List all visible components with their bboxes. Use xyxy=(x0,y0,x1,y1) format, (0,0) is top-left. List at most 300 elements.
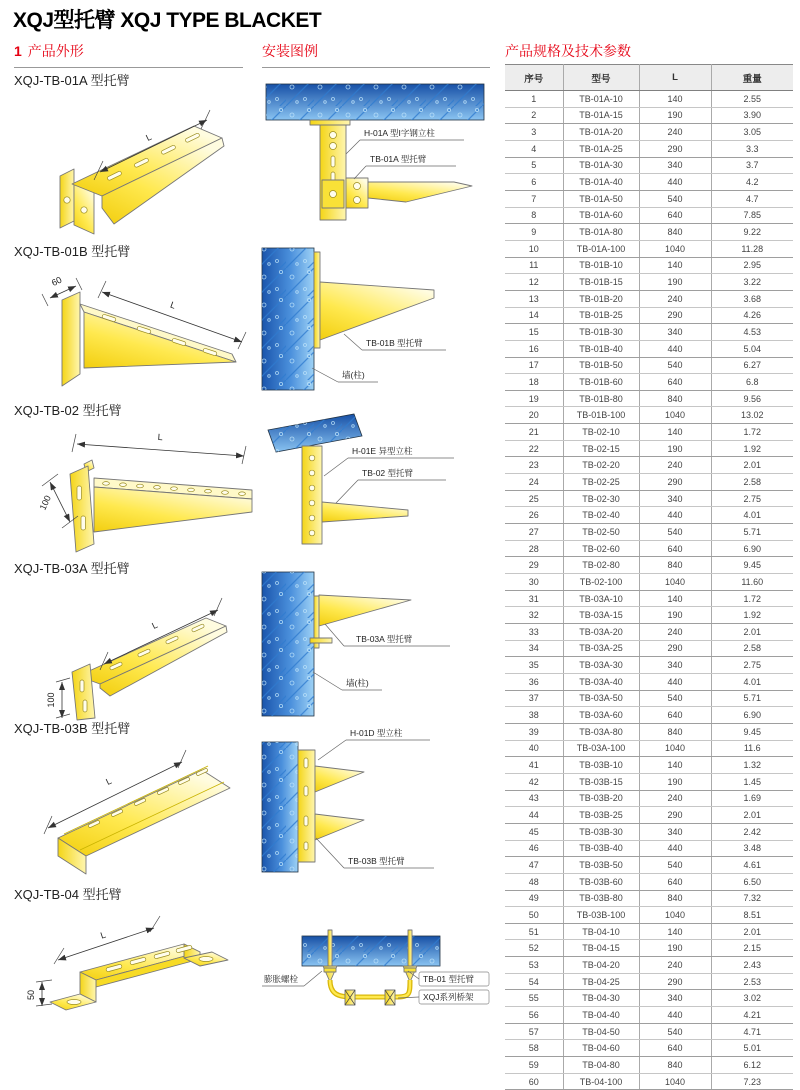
table-cell: 33 xyxy=(505,624,563,641)
table-cell: TB-03A-40 xyxy=(563,673,639,690)
table-row xyxy=(505,207,793,224)
table-cell: 17 xyxy=(505,357,563,374)
table-cell: 3.48 xyxy=(711,840,793,857)
table-cell: 1.32 xyxy=(711,757,793,774)
table-cell: 1.72 xyxy=(711,590,793,607)
table-row xyxy=(505,1073,793,1090)
col-header-index: 序号 xyxy=(505,65,563,91)
dimension-100 xyxy=(46,678,70,718)
table-cell: 8.51 xyxy=(711,907,793,924)
table-row xyxy=(505,1040,793,1057)
table-cell: 38 xyxy=(505,707,563,724)
table-row xyxy=(505,957,793,974)
table-cell: 290 xyxy=(639,807,711,824)
table-cell: TB-02-60 xyxy=(563,540,639,557)
table-cell: 4.21 xyxy=(711,1007,793,1024)
callout-text: TB-03A 型托臂 xyxy=(356,634,413,644)
table-cell: 3.02 xyxy=(711,990,793,1007)
table-cell: TB-03B-10 xyxy=(563,757,639,774)
table-cell: 6.90 xyxy=(711,707,793,724)
table-cell: 22 xyxy=(505,440,563,457)
product-heading-tb-03a: XQJ-TB-03A 型托臂 xyxy=(14,561,130,576)
table-cell: TB-01B-50 xyxy=(563,357,639,374)
table-cell: 9.22 xyxy=(711,224,793,241)
table-row xyxy=(505,1007,793,1024)
section-header-products xyxy=(14,41,243,68)
table-cell: 9.45 xyxy=(711,723,793,740)
install-diagram-tb-03a xyxy=(258,562,490,720)
table-cell: TB-01A-30 xyxy=(563,157,639,174)
table-cell: 840 xyxy=(639,890,711,907)
table-cell: TB-03B-30 xyxy=(563,823,639,840)
table-row xyxy=(505,707,793,724)
table-cell: 1040 xyxy=(639,240,711,257)
steel-column xyxy=(302,446,322,544)
ceiling-slab xyxy=(302,936,440,966)
table-cell: 13 xyxy=(505,290,563,307)
table-row xyxy=(505,424,793,441)
table-cell: 290 xyxy=(639,640,711,657)
table-cell: 10 xyxy=(505,240,563,257)
table-row xyxy=(505,307,793,324)
table-cell: 12 xyxy=(505,274,563,291)
table-row xyxy=(505,507,793,524)
table-cell: 840 xyxy=(639,390,711,407)
table-cell: 240 xyxy=(639,124,711,141)
bracket-arm xyxy=(322,502,408,522)
table-row xyxy=(505,624,793,641)
table-cell: 290 xyxy=(639,307,711,324)
cable-tray-bracket xyxy=(330,980,410,1005)
bracket-arm-upper xyxy=(315,766,364,792)
table-cell: 7.23 xyxy=(711,1073,793,1090)
table-cell: TB-01B-60 xyxy=(563,374,639,391)
table-row xyxy=(505,1057,793,1074)
table-row xyxy=(505,490,793,507)
callout-tray-label xyxy=(398,990,489,1004)
table-row xyxy=(505,457,793,474)
table-cell: 840 xyxy=(639,557,711,574)
table-cell: 2.01 xyxy=(711,923,793,940)
table-cell: 46 xyxy=(505,840,563,857)
callout-arm-label xyxy=(336,468,446,503)
table-cell: 9.56 xyxy=(711,390,793,407)
table-cell: 54 xyxy=(505,973,563,990)
table-row xyxy=(505,174,793,191)
table-cell: 140 xyxy=(639,424,711,441)
table-cell: TB-03A-15 xyxy=(563,607,639,624)
table-row xyxy=(505,474,793,491)
table-cell: 30 xyxy=(505,574,563,591)
table-cell: 60 xyxy=(505,1073,563,1090)
table-cell: 27 xyxy=(505,524,563,541)
table-cell: 36 xyxy=(505,673,563,690)
table-cell: 15 xyxy=(505,324,563,341)
table-cell: TB-03A-50 xyxy=(563,690,639,707)
table-cell: 640 xyxy=(639,873,711,890)
table-cell: 44 xyxy=(505,807,563,824)
table-cell: 52 xyxy=(505,940,563,957)
table-cell: 240 xyxy=(639,790,711,807)
table-row xyxy=(505,390,793,407)
table-cell: 1040 xyxy=(639,740,711,757)
callout-text: H-01A 型I字钢立柱 xyxy=(364,128,435,138)
callout-text: TB-01B 型托臂 xyxy=(366,338,423,348)
table-cell: TB-03B-80 xyxy=(563,890,639,907)
table-cell: 540 xyxy=(639,690,711,707)
table-cell: TB-03B-100 xyxy=(563,907,639,924)
dim-label-60: 60 xyxy=(49,274,64,289)
table-cell: 640 xyxy=(639,707,711,724)
table-cell: 19 xyxy=(505,390,563,407)
product-heading-tb-02: XQJ-TB-02 型托臂 xyxy=(14,403,122,418)
table-cell: 40 xyxy=(505,740,563,757)
table-cell: TB-03A-20 xyxy=(563,624,639,641)
table-cell: 56 xyxy=(505,1007,563,1024)
table-row xyxy=(505,157,793,174)
dim-label-50: 50 xyxy=(26,989,36,1001)
callout-text: H-01D 型立柱 xyxy=(350,728,403,738)
dim-label-l: L xyxy=(168,299,178,311)
table-cell: TB-01A-10 xyxy=(563,91,639,108)
table-row xyxy=(505,790,793,807)
table-cell: 7.32 xyxy=(711,890,793,907)
table-cell: TB-04-100 xyxy=(563,1073,639,1090)
table-cell: 340 xyxy=(639,823,711,840)
table-row xyxy=(505,540,793,557)
table-cell: 1.92 xyxy=(711,440,793,457)
table-cell: 3.90 xyxy=(711,107,793,124)
table-cell: 9 xyxy=(505,224,563,241)
table-row xyxy=(505,440,793,457)
table-row xyxy=(505,690,793,707)
callout-arm-label xyxy=(408,971,489,986)
table-cell: 5.01 xyxy=(711,1040,793,1057)
table-row xyxy=(505,857,793,874)
table-cell: 440 xyxy=(639,1007,711,1024)
table-cell: TB-01B-100 xyxy=(563,407,639,424)
table-cell: TB-02-80 xyxy=(563,557,639,574)
product-drawing-tb-02 xyxy=(14,414,260,556)
table-cell: 2.58 xyxy=(711,474,793,491)
table-cell: 140 xyxy=(639,257,711,274)
table-cell: TB-02-40 xyxy=(563,507,639,524)
table-cell: TB-03B-25 xyxy=(563,807,639,824)
dim-label-l: L xyxy=(104,775,114,787)
table-cell: 640 xyxy=(639,540,711,557)
table-cell: 1040 xyxy=(639,407,711,424)
table-cell: 43 xyxy=(505,790,563,807)
callout-text: TB-03B 型托臂 xyxy=(348,856,405,866)
table-cell: 640 xyxy=(639,207,711,224)
table-cell: 6.27 xyxy=(711,357,793,374)
table-cell: 640 xyxy=(639,1040,711,1057)
table-cell: 49 xyxy=(505,890,563,907)
product-drawing-tb-01a xyxy=(14,88,254,238)
callout-arm-label xyxy=(344,334,446,350)
dim-label-l: L xyxy=(157,431,164,443)
table-cell: 4 xyxy=(505,140,563,157)
table-cell: 4.61 xyxy=(711,857,793,874)
table-cell: 190 xyxy=(639,940,711,957)
table-cell: 18 xyxy=(505,374,563,391)
table-cell: 45 xyxy=(505,823,563,840)
table-cell: 20 xyxy=(505,407,563,424)
table-row xyxy=(505,640,793,657)
table-row xyxy=(505,340,793,357)
table-cell: 440 xyxy=(639,673,711,690)
table-row xyxy=(505,374,793,391)
table-cell: 190 xyxy=(639,773,711,790)
product-heading-tb-01b: XQJ-TB-01B 型托臂 xyxy=(14,244,131,259)
table-cell: 3.22 xyxy=(711,274,793,291)
table-row xyxy=(505,907,793,924)
install-diagram-tb-01b xyxy=(258,240,490,398)
table-cell: TB-02-100 xyxy=(563,574,639,591)
table-row xyxy=(505,673,793,690)
col-header-weight: 重量 xyxy=(711,65,793,91)
callout-text: 膨胀螺栓 xyxy=(264,974,299,984)
table-cell: TB-03B-50 xyxy=(563,857,639,874)
table-cell: 4.2 xyxy=(711,174,793,191)
table-cell: 840 xyxy=(639,224,711,241)
table-cell: 1.69 xyxy=(711,790,793,807)
table-cell: TB-03B-60 xyxy=(563,873,639,890)
product-drawing-tb-04 xyxy=(14,898,260,1028)
table-cell: 41 xyxy=(505,757,563,774)
spec-table-grid xyxy=(505,64,793,1090)
install-diagram-tb-02 xyxy=(258,402,490,560)
table-cell: 340 xyxy=(639,324,711,341)
table-row xyxy=(505,723,793,740)
bracket-arm xyxy=(78,618,227,696)
table-cell: 31 xyxy=(505,590,563,607)
spec-table xyxy=(505,64,793,1090)
table-cell: 58 xyxy=(505,1040,563,1057)
callout-text: 墙(柱) xyxy=(342,370,365,380)
table-cell: 7.85 xyxy=(711,207,793,224)
table-cell: 1040 xyxy=(639,907,711,924)
bracket-arm-lower xyxy=(315,814,364,840)
table-cell: 290 xyxy=(639,474,711,491)
table-row xyxy=(505,524,793,541)
table-cell: 240 xyxy=(639,957,711,974)
table-cell: 32 xyxy=(505,607,563,624)
table-cell: 1.45 xyxy=(711,773,793,790)
table-cell: 7 xyxy=(505,190,563,207)
table-cell: 3.68 xyxy=(711,290,793,307)
table-cell: 4.26 xyxy=(711,307,793,324)
table-cell: TB-04-15 xyxy=(563,940,639,957)
table-cell: 6 xyxy=(505,174,563,191)
table-row xyxy=(505,140,793,157)
table-row xyxy=(505,590,793,607)
table-cell: 23 xyxy=(505,457,563,474)
callout-text: TB-01A 型托臂 xyxy=(370,154,427,164)
callout-text: 墙(柱) xyxy=(346,678,369,688)
table-cell: 6.90 xyxy=(711,540,793,557)
table-cell: 240 xyxy=(639,290,711,307)
bracket-arm xyxy=(314,252,434,348)
table-cell: TB-03A-100 xyxy=(563,740,639,757)
table-cell: 290 xyxy=(639,973,711,990)
table-cell: TB-04-25 xyxy=(563,973,639,990)
table-cell: TB-01B-80 xyxy=(563,390,639,407)
table-cell: TB-02-10 xyxy=(563,424,639,441)
table-cell: 14 xyxy=(505,307,563,324)
table-cell: 5.71 xyxy=(711,690,793,707)
table-cell: 1 xyxy=(505,91,563,108)
table-row xyxy=(505,574,793,591)
table-cell: TB-01A-80 xyxy=(563,224,639,241)
table-cell: 5 xyxy=(505,157,563,174)
table-cell: TB-01B-40 xyxy=(563,340,639,357)
table-cell: 59 xyxy=(505,1057,563,1074)
table-cell: 2.43 xyxy=(711,957,793,974)
table-cell: 540 xyxy=(639,1023,711,1040)
dimension-50 xyxy=(26,980,52,1006)
table-cell: 5.04 xyxy=(711,340,793,357)
table-cell: 25 xyxy=(505,490,563,507)
table-cell: TB-01A-50 xyxy=(563,190,639,207)
table-cell: 4.53 xyxy=(711,324,793,341)
table-cell: 2.75 xyxy=(711,490,793,507)
table-row xyxy=(505,240,793,257)
table-cell: 3.05 xyxy=(711,124,793,141)
bracket-arm xyxy=(94,478,252,532)
table-cell: 35 xyxy=(505,657,563,674)
table-cell: 2.95 xyxy=(711,257,793,274)
table-row xyxy=(505,257,793,274)
bracket-arm xyxy=(80,304,236,368)
table-row xyxy=(505,107,793,124)
table-cell: 55 xyxy=(505,990,563,1007)
table-cell: TB-02-15 xyxy=(563,440,639,457)
table-cell: TB-02-30 xyxy=(563,490,639,507)
table-cell: 50 xyxy=(505,907,563,924)
col-header-length: L xyxy=(639,65,711,91)
table-header-row xyxy=(505,65,793,91)
table-cell: 13.02 xyxy=(711,407,793,424)
table-cell: 11.6 xyxy=(711,740,793,757)
table-cell: 440 xyxy=(639,840,711,857)
callout-column-label xyxy=(346,128,464,154)
callout-wall-label xyxy=(313,672,382,690)
table-row xyxy=(505,757,793,774)
dimension-l xyxy=(72,432,246,464)
table-row xyxy=(505,124,793,141)
table-cell: 8 xyxy=(505,207,563,224)
table-cell: TB-01B-25 xyxy=(563,307,639,324)
callout-text: H-01E 异型立柱 xyxy=(352,446,413,456)
table-cell: 440 xyxy=(639,507,711,524)
bracket-arm xyxy=(58,766,230,874)
table-cell: 440 xyxy=(639,340,711,357)
table-row xyxy=(505,740,793,757)
table-cell: TB-01A-20 xyxy=(563,124,639,141)
table-cell: 3.7 xyxy=(711,157,793,174)
table-cell: 2.58 xyxy=(711,640,793,657)
table-cell: 1.92 xyxy=(711,607,793,624)
table-cell: 140 xyxy=(639,91,711,108)
table-cell: 57 xyxy=(505,1023,563,1040)
callout-text: XQJ系列桥架 xyxy=(423,992,474,1002)
table-cell: TB-01B-20 xyxy=(563,290,639,307)
table-row xyxy=(505,407,793,424)
table-row xyxy=(505,807,793,824)
table-cell: TB-03A-10 xyxy=(563,590,639,607)
dim-label-l: L xyxy=(99,929,108,941)
table-cell: TB-02-20 xyxy=(563,457,639,474)
table-cell: 840 xyxy=(639,1057,711,1074)
callout-arm-label xyxy=(325,624,450,646)
table-row xyxy=(505,1023,793,1040)
table-cell: TB-01A-15 xyxy=(563,107,639,124)
table-cell: 3.3 xyxy=(711,140,793,157)
table-cell: 2.15 xyxy=(711,940,793,957)
table-row xyxy=(505,657,793,674)
table-cell: 2.42 xyxy=(711,823,793,840)
table-cell: 6.8 xyxy=(711,374,793,391)
install-diagram-tb-01a xyxy=(258,78,490,238)
table-cell: 540 xyxy=(639,357,711,374)
table-cell: TB-04-20 xyxy=(563,957,639,974)
table-cell: TB-01B-30 xyxy=(563,324,639,341)
table-cell: 190 xyxy=(639,607,711,624)
table-row xyxy=(505,973,793,990)
table-cell: TB-02-50 xyxy=(563,524,639,541)
table-cell: 51 xyxy=(505,923,563,940)
table-cell: TB-03A-25 xyxy=(563,640,639,657)
dim-label-l: L xyxy=(150,619,160,631)
table-cell: 48 xyxy=(505,873,563,890)
table-row xyxy=(505,840,793,857)
table-cell: 540 xyxy=(639,524,711,541)
table-cell: TB-03A-30 xyxy=(563,657,639,674)
table-row xyxy=(505,557,793,574)
table-cell: TB-04-50 xyxy=(563,1023,639,1040)
table-cell: TB-04-40 xyxy=(563,1007,639,1024)
section-header-install xyxy=(262,41,490,68)
table-cell: 190 xyxy=(639,274,711,291)
col-header-model: 型号 xyxy=(563,65,639,91)
wall xyxy=(262,742,298,872)
table-cell: 47 xyxy=(505,857,563,874)
table-row xyxy=(505,607,793,624)
table-row xyxy=(505,873,793,890)
table-cell: 4.7 xyxy=(711,190,793,207)
table-cell: TB-02-25 xyxy=(563,474,639,491)
table-cell: 4.01 xyxy=(711,507,793,524)
table-row xyxy=(505,923,793,940)
table-cell: 24 xyxy=(505,474,563,491)
table-cell: 190 xyxy=(639,107,711,124)
table-cell: 6.12 xyxy=(711,1057,793,1074)
table-cell: 29 xyxy=(505,557,563,574)
product-drawing-tb-03b xyxy=(14,734,254,880)
table-cell: 840 xyxy=(639,723,711,740)
table-cell: 340 xyxy=(639,990,711,1007)
table-cell: 28 xyxy=(505,540,563,557)
table-cell: 53 xyxy=(505,957,563,974)
table-body xyxy=(505,91,793,1090)
table-cell: 2 xyxy=(505,107,563,124)
table-cell: 4.01 xyxy=(711,673,793,690)
table-cell: 140 xyxy=(639,590,711,607)
table-cell: 1040 xyxy=(639,574,711,591)
product-heading-tb-01a: XQJ-TB-01A 型托臂 xyxy=(14,73,130,88)
table-cell: 6.50 xyxy=(711,873,793,890)
